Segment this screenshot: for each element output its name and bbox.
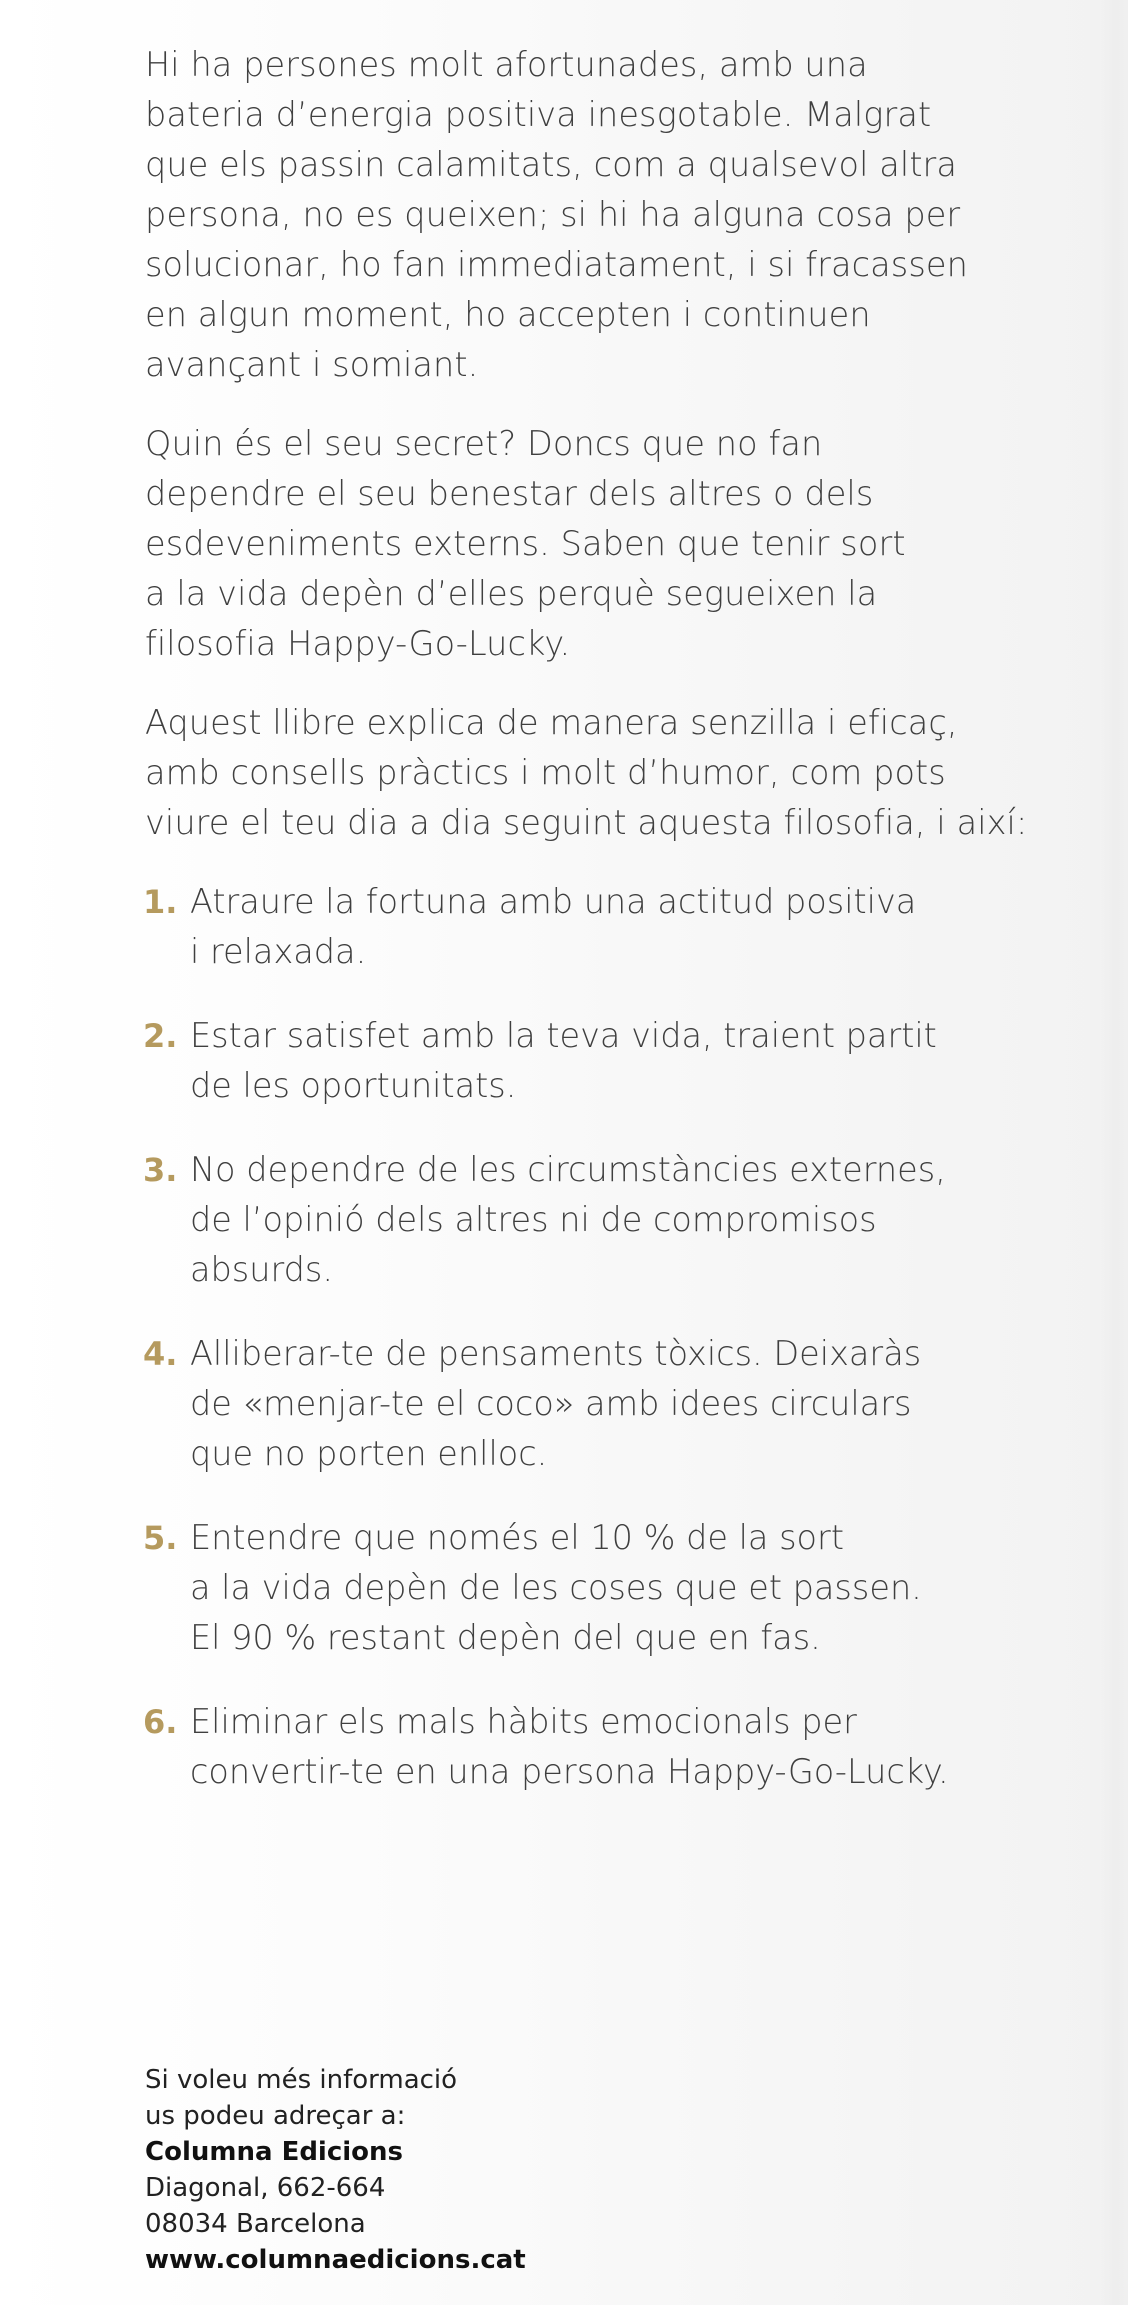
contact-intro-line: us podeu adreçar a: (145, 2101, 406, 2131)
text-line: avançant i somiant. (145, 345, 479, 384)
text-line: Aquest llibre explica de manera senzilla i eficaç, (145, 703, 958, 742)
text-line: Hi ha persones molt afortunades, amb una (145, 45, 868, 84)
text-line: Atraure la fortuna amb una actitud positiva (190, 882, 917, 921)
list-item (145, 1011, 1005, 1111)
list-number: 2. (143, 1017, 178, 1055)
list-number: 3. (143, 1151, 178, 1189)
text-line: filosofia Happy-Go-Lucky. (145, 624, 571, 663)
page-edge-shadow (1098, 0, 1128, 2305)
text-line: amb consells pràctics i molt d’humor, com pots (145, 753, 946, 792)
text-line: absurds. (190, 1250, 334, 1289)
text-line: No dependre de les circumstàncies externes, (190, 1150, 946, 1189)
text-line: Eliminar els mals hàbits emocionals per (190, 1702, 857, 1741)
text-line: convertir-te en una persona Happy-Go-Lucky. (190, 1752, 949, 1791)
text-line: dependre el seu benestar dels altres o dels (145, 474, 874, 513)
list-item (145, 1697, 1005, 1797)
list-item (145, 1329, 1005, 1479)
publisher-website-link[interactable]: www.columnaedicions.cat (145, 2245, 526, 2275)
text-line: Estar satisfet amb la teva vida, traient partit (190, 1016, 937, 1055)
text-line: de l’opinió dels altres ni de compromisos (190, 1200, 877, 1239)
text-line: en algun moment, ho accepten i continuen (145, 295, 871, 334)
text-line: a la vida depèn de les coses que et passen. (190, 1568, 922, 1607)
text-line: esdeveniments externs. Saben que tenir sort (145, 524, 906, 563)
text-line: que els passin calamitats, com a qualsevol altra (145, 145, 958, 184)
book-summary-paragraph (145, 698, 1028, 848)
text-line: Quin és el seu secret? Doncs que no fan (145, 424, 823, 463)
intro-paragraph (145, 40, 1005, 390)
list-number: 1. (143, 883, 178, 921)
text-line: viure el teu dia a dia seguint aquesta filosofia, i així: (145, 803, 1028, 842)
book-back-cover-text (143, 40, 1028, 1831)
text-line: i relaxada. (190, 932, 367, 971)
publisher-name: Columna Edicions (145, 2137, 404, 2167)
list-number: 6. (143, 1703, 178, 1741)
list-item (145, 1145, 1005, 1295)
text-line: persona, no es queixen; si hi ha alguna cosa per (145, 195, 961, 234)
text-line: Entendre que només el 10 % de la sort (190, 1518, 844, 1557)
text-line: bateria d’energia positiva inesgotable. Malgrat (145, 95, 932, 134)
text-line: de les oportunitats. (190, 1066, 517, 1105)
benefits-list (145, 877, 1005, 1797)
list-item (145, 877, 1005, 977)
text-line: Alliberar-te de pensaments tòxics. Deixaràs (190, 1334, 922, 1373)
text-line: de «menjar-te el coco» amb idees circulars (190, 1384, 912, 1423)
text-line: a la vida depèn d’elles perquè segueixen la (145, 574, 878, 613)
publisher-contact-info (145, 2062, 526, 2278)
publisher-city: 08034 Barcelona (145, 2209, 366, 2239)
text-line: El 90 % restant depèn del que en fas. (190, 1618, 821, 1657)
secret-paragraph (145, 419, 1005, 669)
text-line: solucionar, ho fan immediatament, i si fracassen (145, 245, 968, 284)
list-number: 5. (143, 1519, 178, 1557)
text-line: que no porten enlloc. (190, 1434, 548, 1473)
contact-intro-line: Si voleu més informació (145, 2065, 458, 2095)
list-item (145, 1513, 1005, 1663)
publisher-address: Diagonal, 662-664 (145, 2173, 386, 2203)
list-number: 4. (143, 1335, 178, 1373)
